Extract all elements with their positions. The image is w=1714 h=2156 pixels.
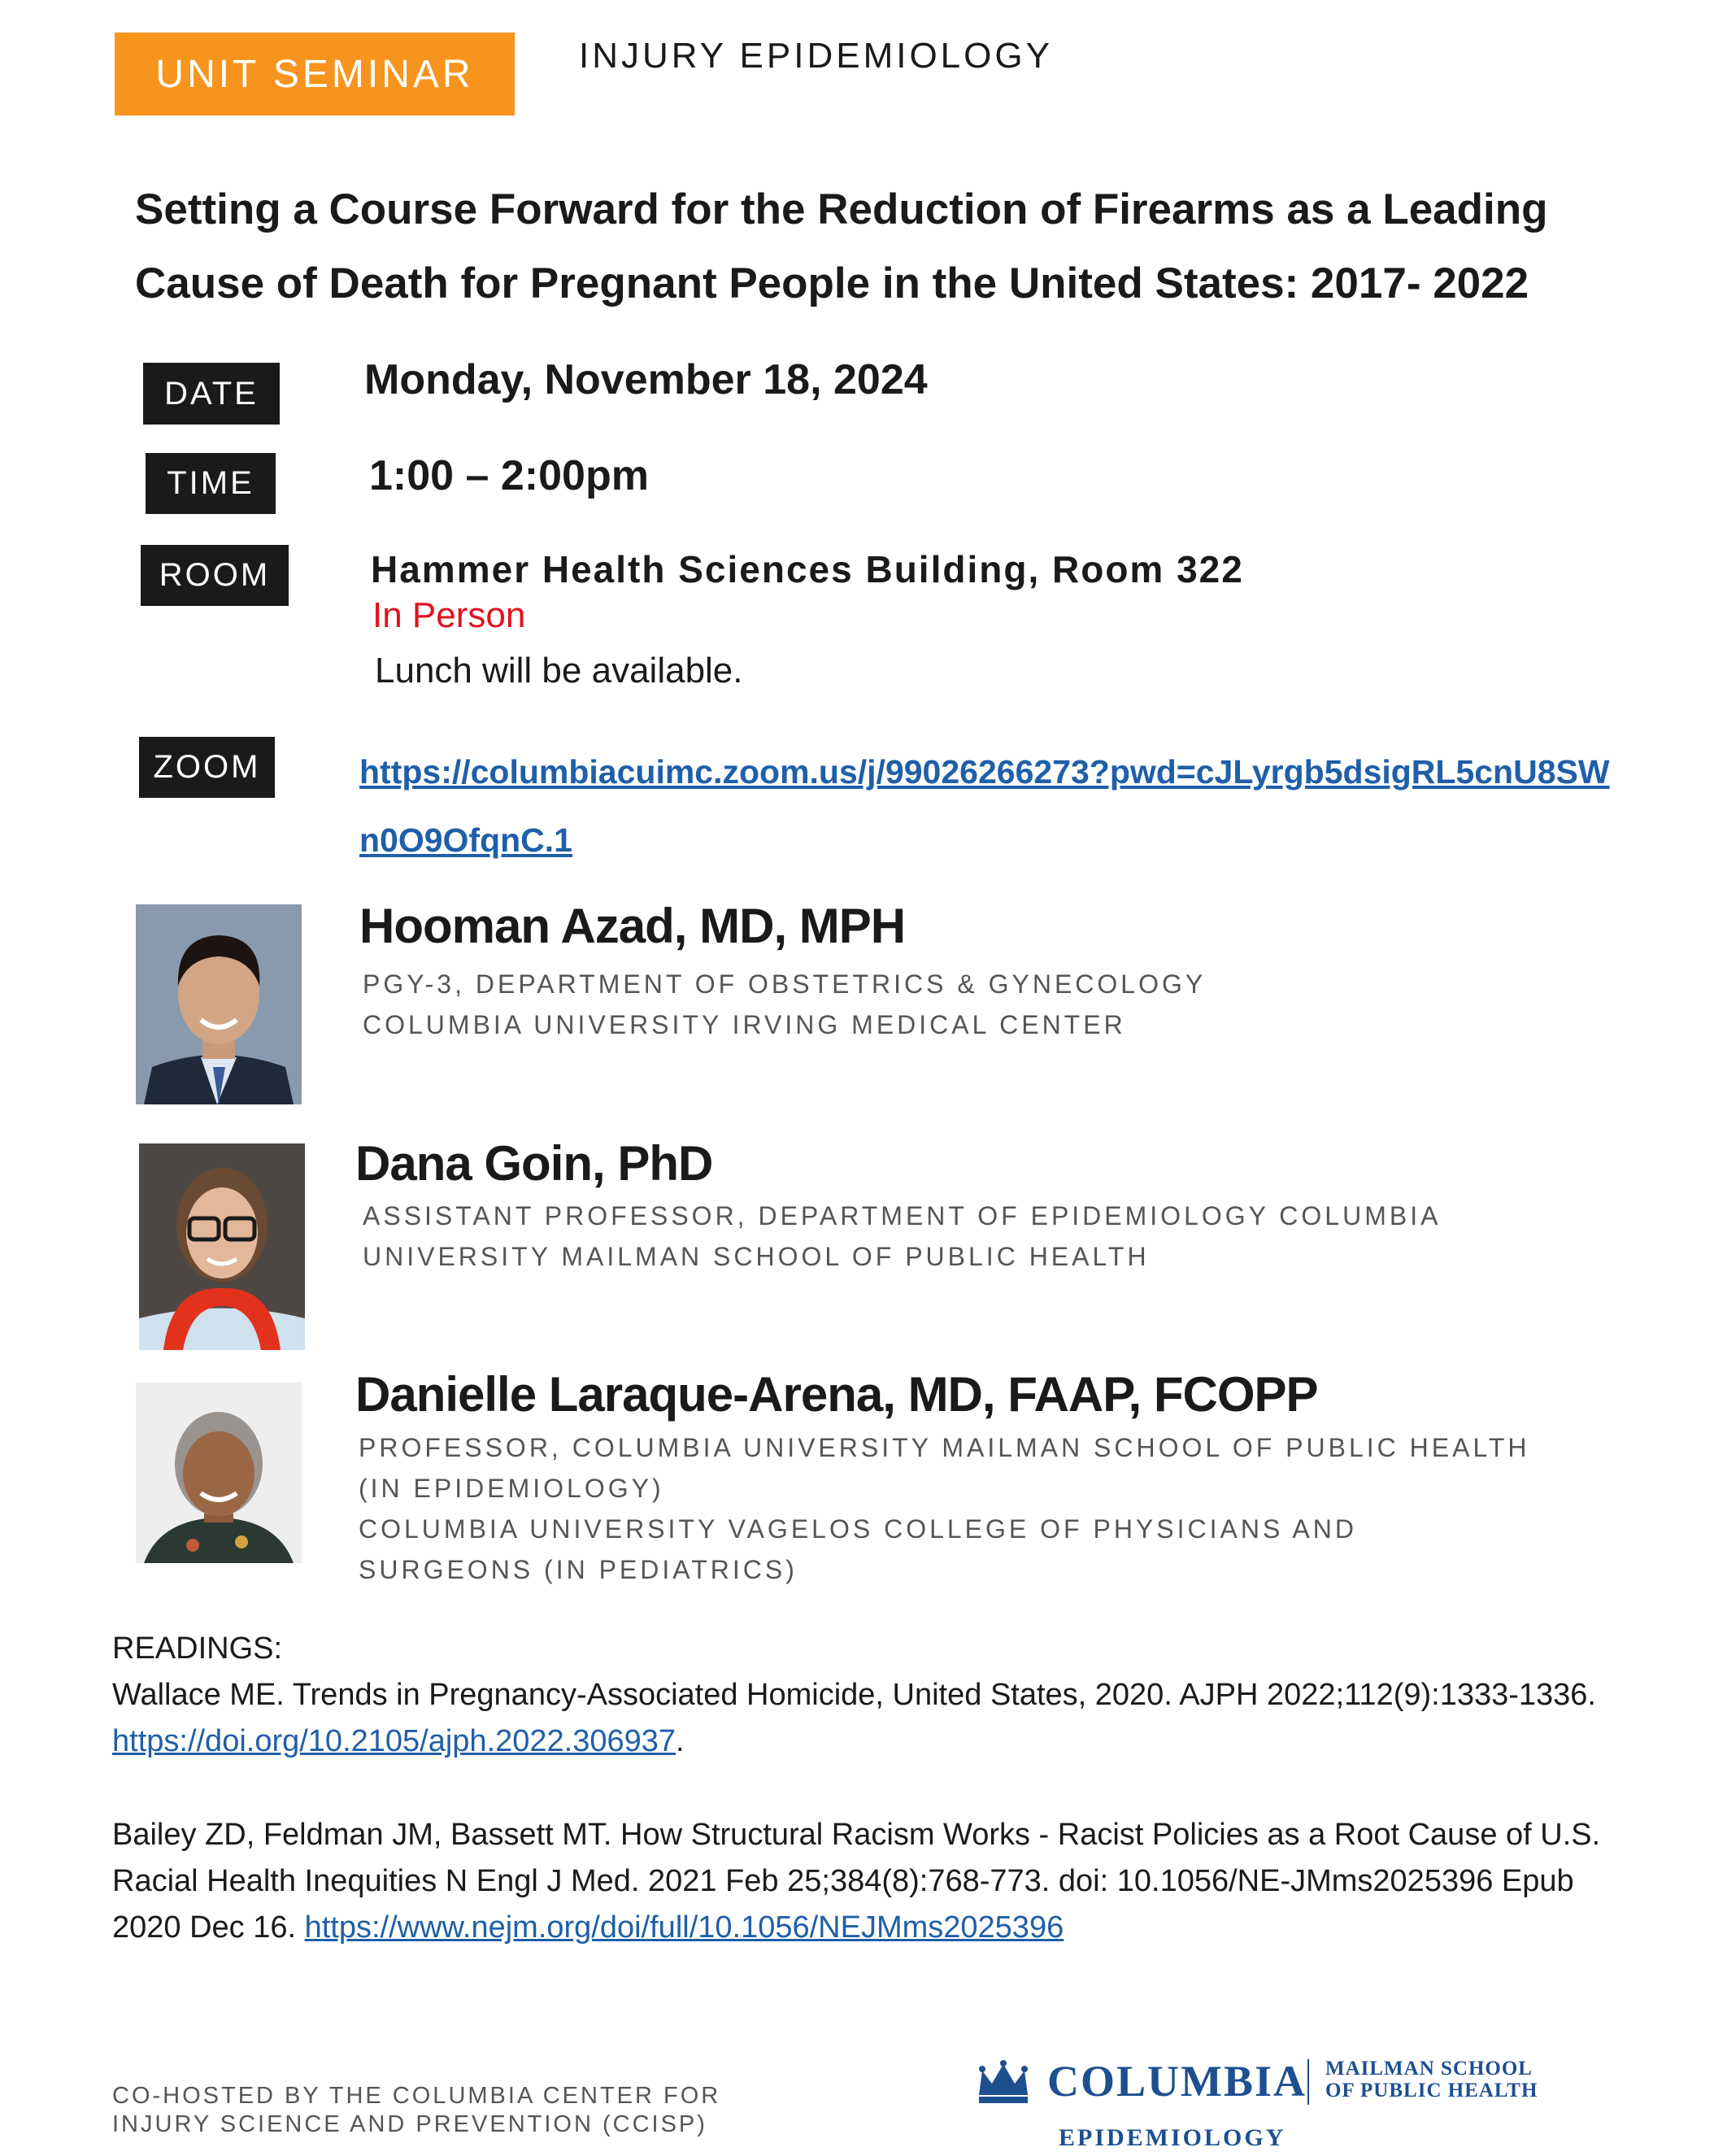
columbia-mailman-logo <box>976 2056 1545 2154</box>
unit-name: INJURY EPIDEMIOLOGY <box>579 36 1053 76</box>
speaker-photo-dana-goin <box>139 1143 305 1350</box>
logo-epidemiology-text: EPIDEMIOLOGY <box>1059 2124 1286 2151</box>
speaker-photo-danielle-laraque-arena <box>136 1383 302 1563</box>
readings-heading: READINGS: <box>112 1631 283 1666</box>
zoom-link[interactable]: https://columbiacuimc.zoom.us/j/99026266273?pwd=cJLyrgb5dsigRL5cnU8SWn0O9OfqnC.1 <box>359 753 1610 859</box>
reading-1-link[interactable]: https://doi.org/10.2105/ajph.2022.306937 <box>112 1724 676 1758</box>
logo-divider <box>1307 2059 1309 2105</box>
unit-seminar-label: UNIT SEMINAR <box>155 52 474 96</box>
portrait-image <box>136 904 302 1104</box>
seminar-title: Setting a Course Forward for the Reduction of Firearms as a Leading Cause of Death for Pregnant People in the United States: 2017- 2022 <box>135 185 1548 307</box>
date-label: DATE <box>143 363 280 425</box>
date-value: Monday, November 18, 2024 <box>364 356 928 403</box>
reading-1: Wallace ME. Trends in Pregnancy-Associated Homicide, United States, 2020. AJPH 2022;112(9):1333-1336. https://doi.org/10.2105/ajph.2022.306937. <box>112 1678 1596 1758</box>
time-value: 1:00 – 2:00pm <box>369 452 649 499</box>
speaker-affiliation: PROFESSOR, COLUMBIA UNIVERSITY MAILMAN SCHOOL OF PUBLIC HEALTH (IN EPIDEMIOLOGY) COLUMBIA UNIVERSITY VAGELOS COLLEGE OF PHYSICIANS AND SURGEONS (IN PEDIATRICS) <box>359 1433 1530 1584</box>
unit-seminar-badge <box>115 33 515 115</box>
speaker-affiliation: PGY-3, DEPARTMENT OF OBSTETRICS & GYNECOLOGY COLUMBIA UNIVERSITY IRVING MEDICAL CENTER <box>363 969 1207 1039</box>
crown-icon <box>976 2059 1031 2105</box>
logo-mailman-text: MAILMAN SCHOOL OF PUBLIC HEALTH <box>1325 2058 1538 2102</box>
zoom-label: ZOOM <box>139 737 275 798</box>
room-label: ROOM <box>141 545 289 606</box>
speaker-name: Dana Goin, PhD <box>355 1136 713 1191</box>
portrait-image <box>139 1143 305 1350</box>
reading-2-link[interactable]: https://www.nejm.org/doi/full/10.1056/NEJMms2025396 <box>304 1910 1064 1945</box>
portrait-image <box>136 1383 302 1563</box>
lunch-note: Lunch will be available. <box>375 651 743 690</box>
room-value: Hammer Health Sciences Building, Room 322 <box>371 548 1244 590</box>
in-person-note: In Person <box>372 595 526 635</box>
speaker-photo-hooman-azad <box>136 904 302 1104</box>
speaker-name: Danielle Laraque-Arena, MD, FAAP, FCOPP <box>355 1367 1318 1422</box>
cohost-note: CO-HOSTED BY THE COLUMBIA CENTER FOR INJURY SCIENCE AND PREVENTION (CCISP) <box>112 2083 721 2137</box>
time-label: TIME <box>146 453 276 514</box>
speaker-name: Hooman Azad, MD, MPH <box>359 899 906 953</box>
speaker-affiliation: ASSISTANT PROFESSOR, DEPARTMENT OF EPIDEMIOLOGY COLUMBIA UNIVERSITY MAILMAN SCHOOL OF PUBLIC HEALTH <box>363 1201 1442 1271</box>
logo-columbia-text: COLUMBIA <box>1047 2057 1307 2106</box>
reading-2: Bailey ZD, Feldman JM, Bassett MT. How Structural Racism Works - Racist Policies as a Root Cause of U.S. Racial Health Inequities N Engl J Med. 2021 Feb 25;384(8):768-773. doi: 10.1056/NE-JMms2025396 Epub 2020 Dec 16. https://www.nejm.org/doi/full/10.1056/NEJMms2025396 <box>112 1818 1601 1945</box>
